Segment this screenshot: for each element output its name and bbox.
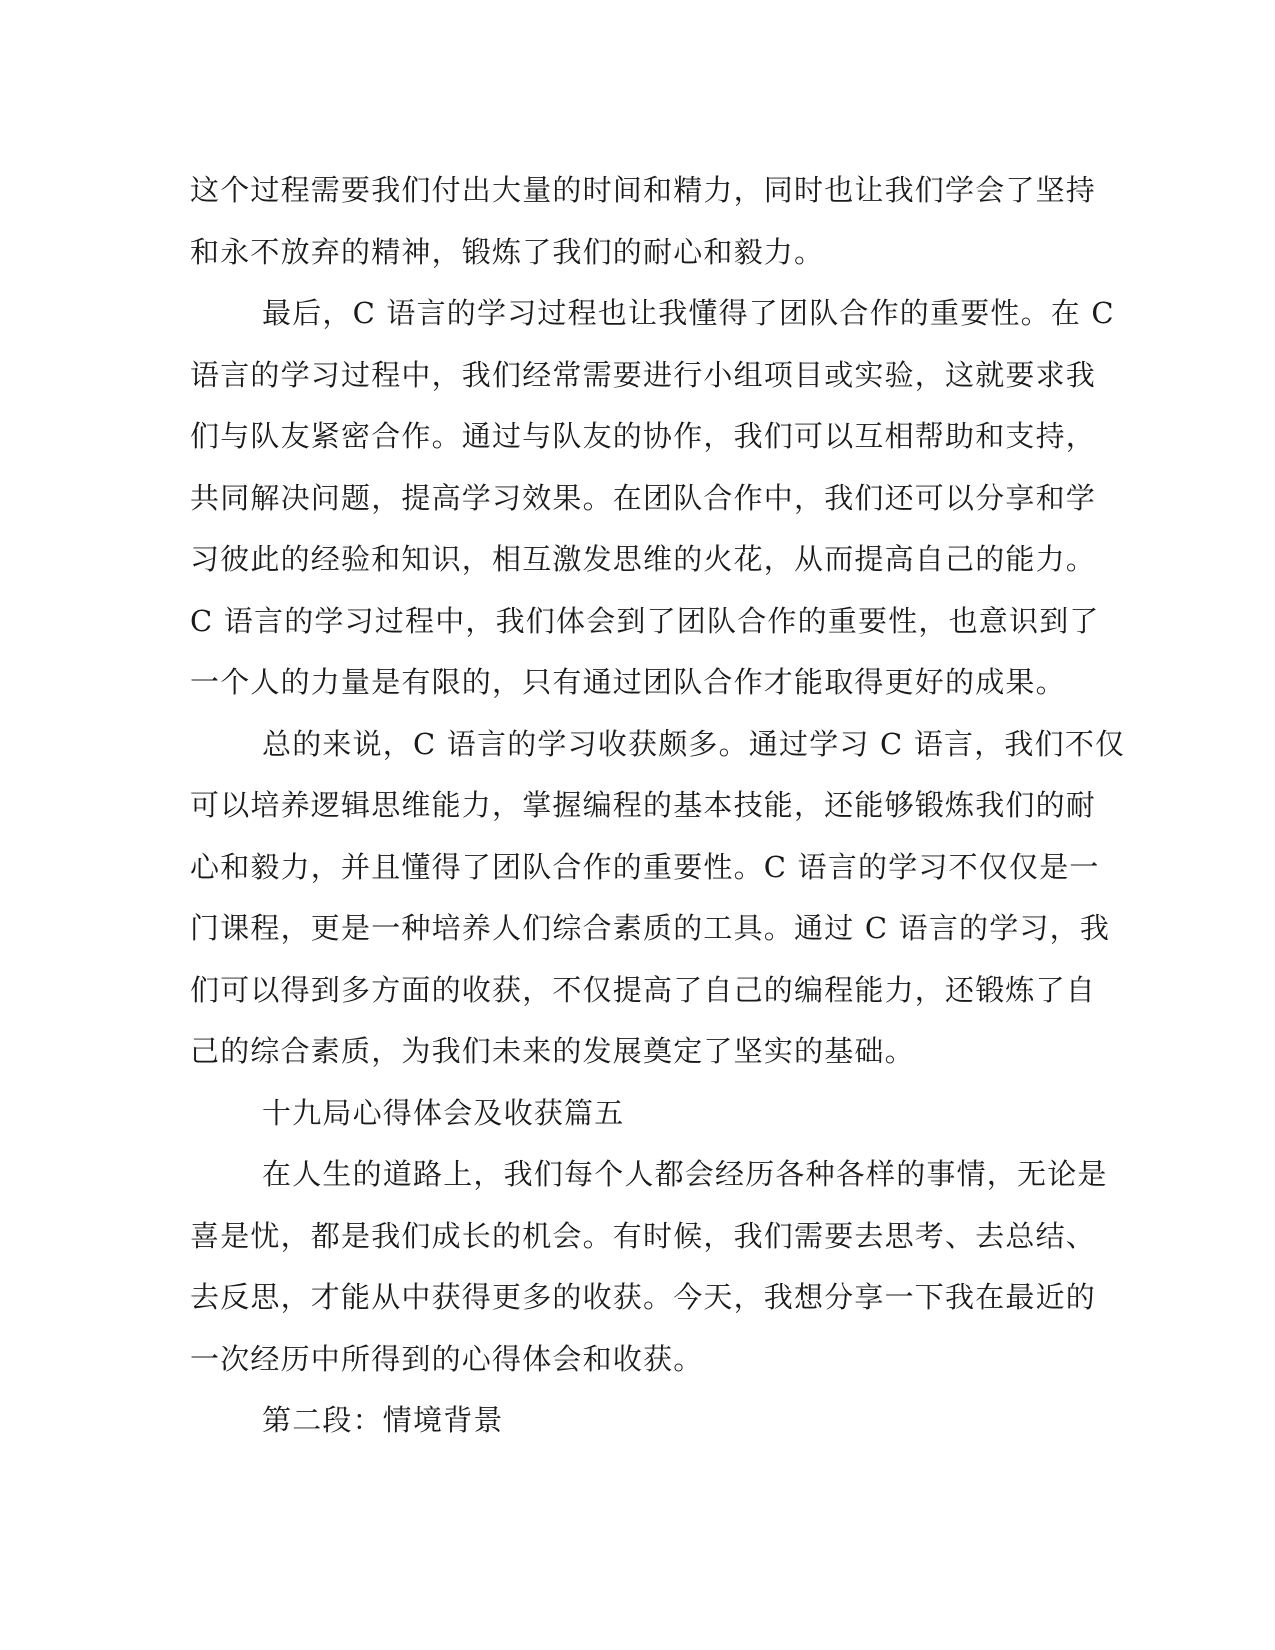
text-line: 这个过程需要我们付出大量的时间和精力，同时也让我们学会了坚持: [190, 173, 1097, 207]
text-line: 喜是忧，都是我们成长的机会。有时候，我们需要去思考、去总结、: [190, 1218, 1097, 1253]
text-line: 习彼此的经验和知识，相互激发思维的火花，从而提高自己的能力。: [190, 542, 1097, 576]
text-line: 己的综合素质，为我们未来的发展奠定了坚实的基础。: [190, 1034, 915, 1068]
section-heading: 第二段：情境背景: [262, 1403, 504, 1437]
text-line: 们与队友紧密合作。通过与队友的协作，我们可以互相帮助和支持，: [190, 419, 1097, 453]
text-line: 最后，C 语言的学习过程也让我懂得了团队合作的重要性。在 C: [262, 296, 1115, 330]
text-line: 心和毅力，并且懂得了团队合作的重要性。C 语言的学习不仅仅是一: [190, 849, 1100, 884]
text-line: 在人生的道路上，我们每个人都会经历各种各样的事情，无论是: [262, 1157, 1108, 1191]
document-body: [190, 160, 1126, 1452]
text-line: C 语言的学习过程中，我们体会到了团队合作的重要性，也意识到了: [190, 603, 1100, 638]
text-line: 和永不放弃的精神，锻炼了我们的耐心和毅力。: [190, 234, 825, 269]
text-line: 们可以得到多方面的收获，不仅提高了自己的编程能力，还锻炼了自: [190, 972, 1097, 1007]
text-line: 去反思，才能从中获得更多的收获。今天，我想分享一下我在最近的: [190, 1280, 1097, 1314]
text-line: 可以培养逻辑思维能力，掌握编程的基本技能，还能够锻炼我们的耐: [190, 788, 1097, 822]
text-line: 门课程，更是一种培养人们综合素质的工具。通过 C 语言的学习，我: [190, 911, 1111, 945]
text-line: 一次经历中所得到的心得体会和收获。: [190, 1341, 704, 1376]
text-line: 总的来说，C 语言的学习收获颇多。通过学习 C 语言，我们不仅: [262, 726, 1126, 761]
text-line: 语言的学习过程中，我们经常需要进行小组项目或实验，这就要求我: [190, 357, 1097, 392]
text-line: 一个人的力量是有限的，只有通过团队合作才能取得更好的成果。: [190, 665, 1066, 699]
section-heading: 十九局心得体会及收获篇五: [262, 1095, 625, 1130]
text-line: 共同解决问题，提高学习效果。在团队合作中，我们还可以分享和学: [190, 480, 1097, 515]
